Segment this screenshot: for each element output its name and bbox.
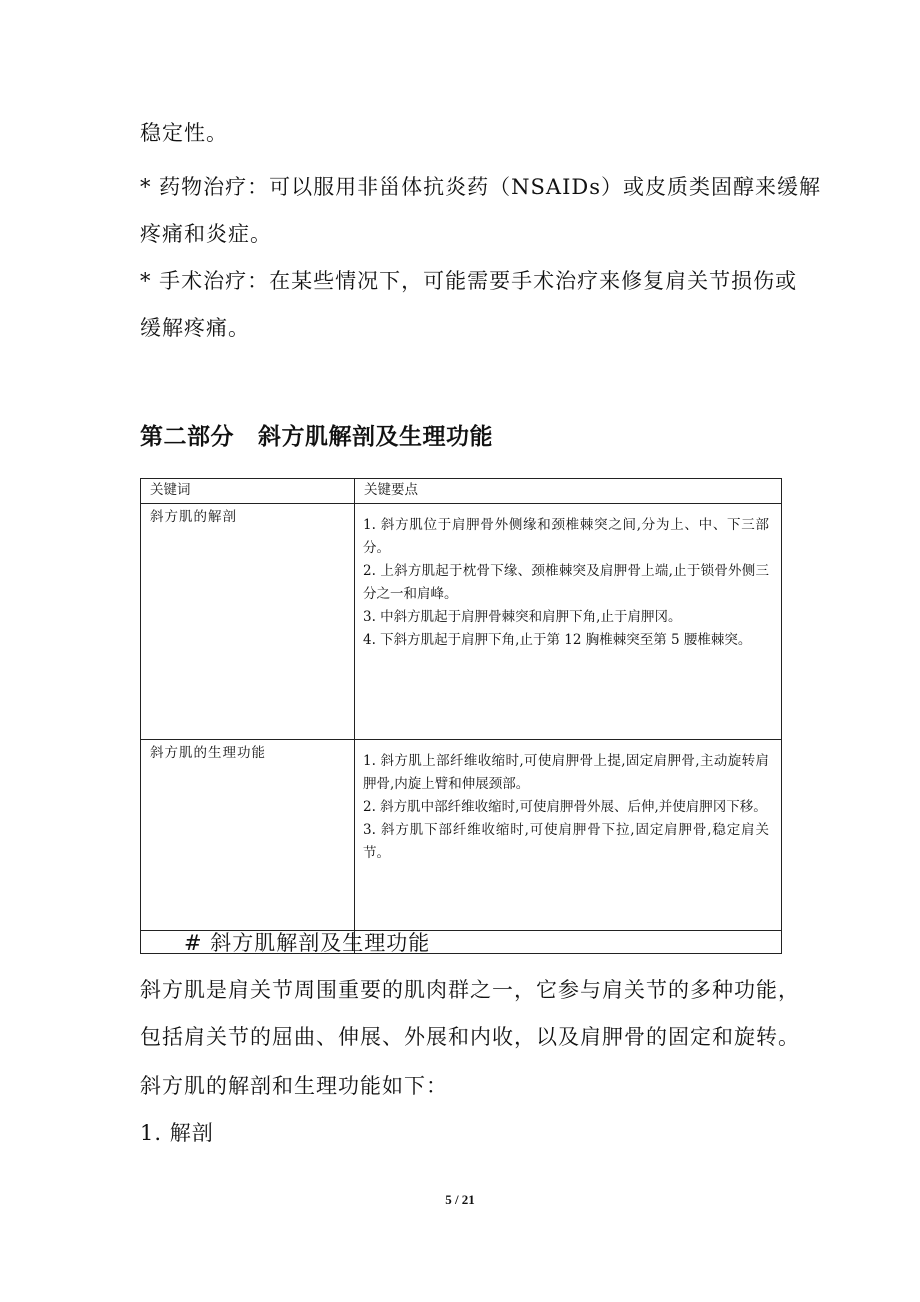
point-item: 1. 斜方肌上部纤维收缩时,可使肩胛骨上提,固定肩胛骨,主动旋转肩胛骨,内旋上臂和伸展颈部。 bbox=[363, 753, 769, 792]
point-item: 4. 下斜方肌起于肩胛下角,止于第 12 胸椎棘突至第 5 腰椎棘突。 bbox=[363, 632, 752, 648]
table-header-row bbox=[141, 479, 782, 504]
section-title: 斜方肌解剖及生理功能 bbox=[258, 424, 493, 450]
body-line: 包括肩关节的屈曲、伸展、外展和内收，以及肩胛骨的固定和旋转。 bbox=[140, 1025, 800, 1049]
table-header-points: 关键要点 bbox=[355, 479, 782, 504]
table-row bbox=[141, 740, 782, 931]
page-number: 5 / 21 bbox=[445, 1192, 475, 1207]
table-header-keyword: 关键词 bbox=[141, 479, 355, 504]
section-heading bbox=[140, 418, 493, 451]
points-cell bbox=[355, 740, 782, 931]
list-item-heading: 1. 解剖 bbox=[140, 1121, 214, 1145]
point-item: 2. 上斜方肌起于枕骨下缘、颈椎棘突及肩胛骨上端,止于锁骨外侧三分之一和肩峰。 bbox=[363, 563, 769, 602]
point-item: 1. 斜方肌位于肩胛骨外侧缘和颈椎棘突之间,分为上、中、下三部分。 bbox=[363, 517, 769, 556]
point-item: 3. 斜方肌下部纤维收缩时,可使肩胛骨下拉,固定肩胛骨,稳定肩关节。 bbox=[363, 822, 769, 861]
bullet-medication: * 药物治疗：可以服用非甾体抗炎药（NSAIDs）或皮质类固醇来缓解 bbox=[140, 175, 822, 199]
bullet-surgery: * 手术治疗：在某些情况下，可能需要手术治疗来修复肩关节损伤或 bbox=[140, 269, 798, 293]
point-item: 3. 中斜方肌起于肩胛骨棘突和肩胛下角,止于肩胛冈。 bbox=[363, 609, 682, 625]
body-line: 斜方肌的解剖和生理功能如下： bbox=[140, 1074, 448, 1098]
subheading: # 斜方肌解剖及生理功能 bbox=[184, 931, 431, 955]
key-points-table bbox=[140, 478, 782, 954]
body-line: 疼痛和炎症。 bbox=[140, 222, 272, 246]
keyword-cell: 斜方肌的解剖 bbox=[141, 504, 355, 740]
points-cell bbox=[355, 504, 782, 740]
body-line: 稳定性。 bbox=[140, 121, 228, 145]
table-row bbox=[141, 504, 782, 740]
section-part: 第二部分 bbox=[140, 424, 234, 450]
point-item: 2. 斜方肌中部纤维收缩时,可使肩胛骨外展、后伸,并使肩胛冈下移。 bbox=[363, 799, 767, 815]
body-line: 斜方肌是肩关节周围重要的肌肉群之一，它参与肩关节的多种功能， bbox=[140, 978, 800, 1002]
body-line: 缓解疼痛。 bbox=[140, 316, 250, 340]
keyword-cell: 斜方肌的生理功能 bbox=[141, 740, 355, 931]
